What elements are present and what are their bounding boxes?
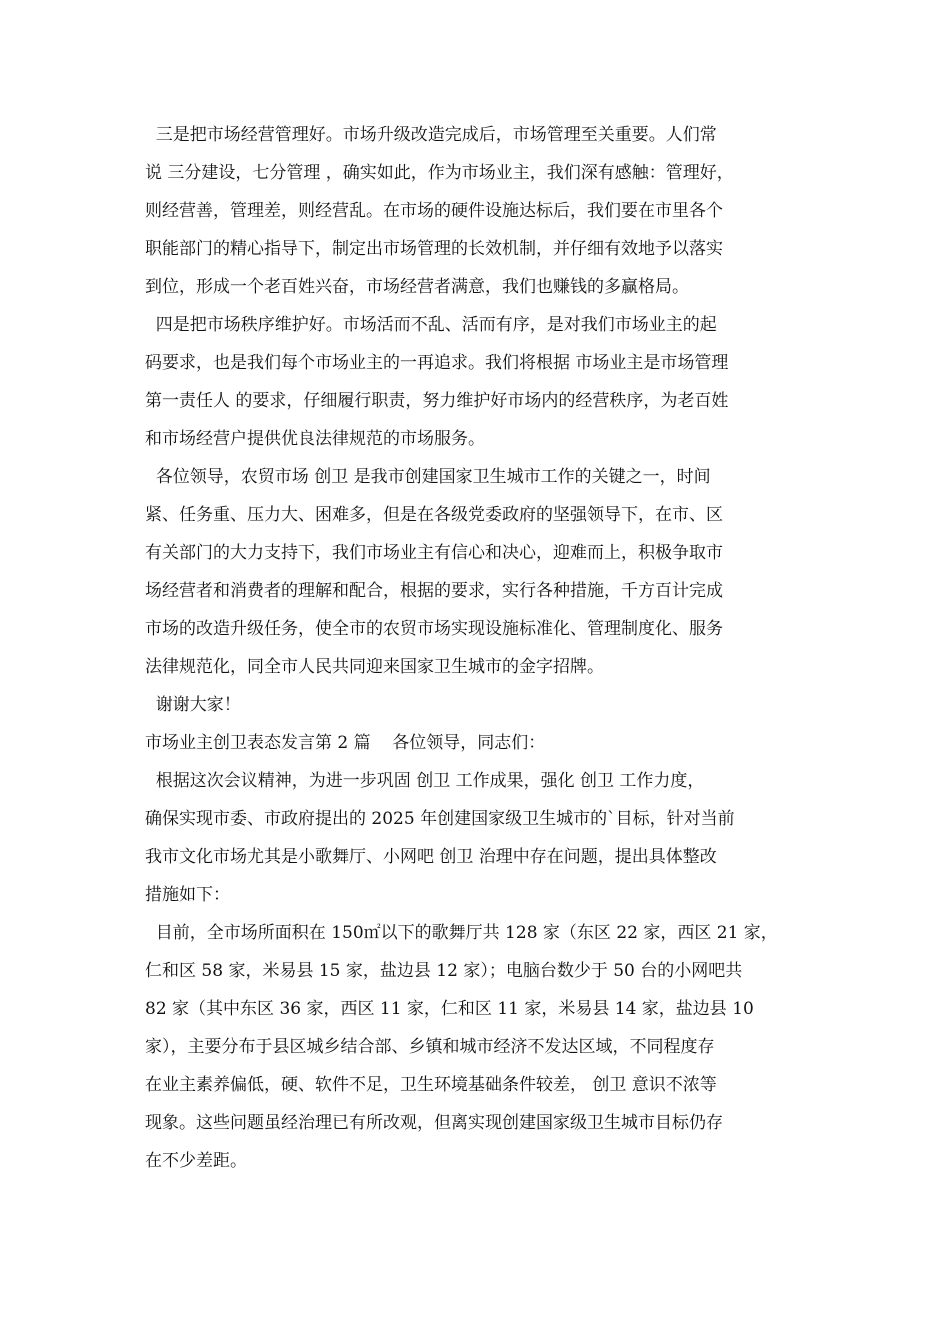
text-line: 有关部门的大力支持下，我们市场业主有信心和决心，迎难而上，积极争取市 (145, 543, 723, 563)
text-line: 码要求，也是我们每个市场业主的一再追求。我们将根据 市场业主是市场管理 (145, 353, 729, 373)
text-line: 仁和区 58 家，米易县 15 家，盐边县 12 家）；电脑台数少于 50 台的小网吧共 (145, 961, 743, 981)
text-line: 法律规范化，同全市人民共同迎来国家卫生城市的金字招牌。 (145, 657, 604, 677)
text-line: 到位，形成一个老百姓兴奋，市场经营者满意，我们也赚钱的多赢格局。 (145, 277, 689, 297)
text-line: 根据这次会议精神，为进一步巩固 创卫 工作成果，强化 创卫 工作力度， (145, 771, 705, 791)
text-line: 紧、任务重、压力大、困难多，但是在各级党委政府的坚强领导下，在市、区 (145, 505, 723, 525)
text-line: 第一责任人 的要求，仔细履行职责，努力维护好市场内的经营秩序，为老百姓 (145, 391, 729, 411)
text-line: 职能部门的精心指导下，制定出市场管理的长效机制，并仔细有效地予以落实 (145, 239, 723, 259)
text-line: 措施如下： (145, 885, 230, 905)
text-line: 目前，全市场所面积在 150㎡以下的歌舞厅共 128 家（东区 22 家，西区 21 家， (145, 923, 778, 943)
text-line: 说 三分建设，七分管理 ，确实如此，作为市场业主，我们深有感触：管理好， (145, 163, 734, 183)
text-line: 场经营者和消费者的理解和配合，根据的要求，实行各种措施，千方百计完成 (145, 581, 723, 601)
text-line: 现象。这些问题虽经治理已有所改观，但离实现创建国家级卫生城市目标仍存 (145, 1113, 723, 1133)
text-line: 则经营善，管理差，则经营乱。在市场的硬件设施达标后，我们要在市里各个 (145, 201, 723, 221)
text-line: 82 家（其中东区 36 家，西区 11 家，仁和区 11 家，米易县 14 家，盐边县 10 (145, 999, 754, 1019)
text-line: 四是把市场秩序维护好。市场活而不乱、活而有序，是对我们市场业主的起 (145, 315, 717, 335)
text-line: 在不少差距。 (145, 1151, 247, 1171)
text-line: 各位领导，农贸市场 创卫 是我市创建国家卫生城市工作的关键之一，时间 (145, 467, 711, 487)
text-line: 家），主要分布于县区城乡结合部、乡镇和城市经济不发达区域，不同程度存 (145, 1037, 715, 1057)
document-body (145, 116, 825, 1180)
text-line: 三是把市场经营管理好。市场升级改造完成后，市场管理至关重要。人们常 (145, 125, 717, 145)
text-line: 谢谢大家！ (145, 695, 241, 715)
text-line: 在业主素养偏低，硬、软件不足，卫生环境基础条件较差， 创卫 意识不浓等 (145, 1075, 717, 1095)
text-line: 市场的改造升级任务，使全市的农贸市场实现设施标准化、管理制度化、服务 (145, 619, 723, 639)
text-line: 和市场经营户提供优良法律规范的市场服务。 (145, 429, 485, 449)
text-line: 我市文化市场尤其是小歌舞厅、小网吧 创卫 治理中存在问题，提出具体整改 (145, 847, 717, 867)
text-line: 确保实现市委、市政府提出的 2025 年创建国家级卫生城市的`目标，针对当前 (145, 809, 735, 829)
section-heading: 市场业主创卫表态发言第 2 篇 各位领导，同志们： (145, 733, 546, 753)
